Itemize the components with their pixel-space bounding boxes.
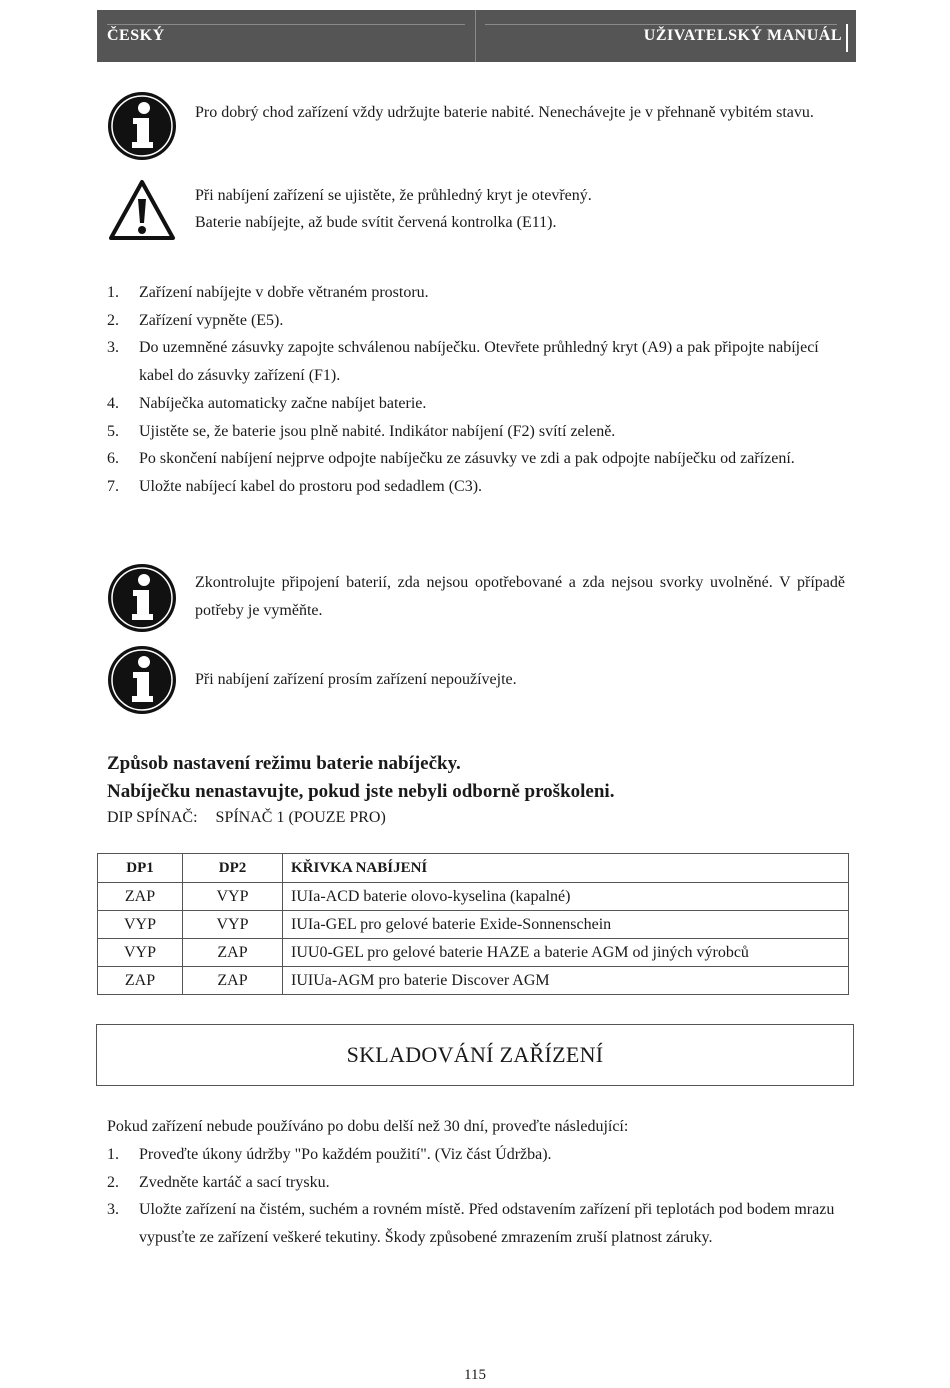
list-item — [107, 390, 847, 418]
cell-dp1: ZAP — [98, 883, 183, 911]
list-text: Nabíječka automaticky začne nabíjet baterie. — [139, 394, 427, 412]
cell-dp2: VYP — [183, 911, 283, 939]
list-item — [107, 1196, 847, 1251]
list-number: 6. — [107, 450, 119, 468]
table-row — [98, 883, 849, 911]
info-icon — [107, 91, 177, 161]
list-item — [107, 334, 847, 389]
list-number: 3. — [107, 339, 119, 357]
info-note-charged: Pro dobrý chod zařízení vždy udržujte baterie nabité. Nenechávejte je v přehnaně vybitém stavu. — [195, 104, 814, 121]
cell-dp1: ZAP — [98, 967, 183, 995]
list-number: 5. — [107, 422, 119, 440]
info-icon — [107, 645, 177, 715]
warning-note-line2: Baterie nabíjejte, až bude svítit červená kontrolka (E11). — [195, 214, 557, 231]
info-note-do-not-use: Při nabíjení zařízení prosím zařízení nepoužívejte. — [195, 671, 517, 688]
table-row — [98, 967, 849, 995]
info-note-check-batteries: Zkontrolujte připojení baterií, zda nejsou opotřebované a zda nejsou svorky uvolněné. V případě potřeby je vyměňte. — [195, 574, 845, 619]
cell-dp2: VYP — [183, 883, 283, 911]
dip-switch-line — [107, 806, 386, 830]
charger-mode-warning: Nabíječku nenastavujte, pokud jste nebyli odborně proškoleni. — [107, 781, 615, 802]
storage-intro: Pokud zařízení nebude používáno po dobu delší než 30 dní, proveďte následující: — [107, 1118, 629, 1135]
list-item — [107, 418, 847, 446]
list-item — [107, 307, 847, 335]
dip-switch-value: SPÍNAČ 1 (POUZE PRO) — [215, 809, 386, 826]
list-item — [107, 445, 847, 473]
header-rule-right — [485, 24, 837, 25]
list-number: 4. — [107, 394, 119, 412]
list-number: 2. — [107, 1173, 119, 1191]
cell-dp1: VYP — [98, 939, 183, 967]
table-row — [98, 911, 849, 939]
list-number: 2. — [107, 311, 119, 329]
warning-note-line1: Při nabíjení zařízení se ujistěte, že průhledný kryt je otevřený. — [195, 187, 592, 204]
charging-curve-table — [97, 853, 849, 995]
charger-mode-heading: Způsob nastavení režimu baterie nabíječky. — [107, 753, 461, 774]
header-end-bar — [846, 24, 848, 52]
column-header-curve: KŘIVKA NABÍJENÍ — [283, 854, 849, 883]
table-header-row — [98, 854, 849, 883]
list-text: Zařízení nabíjejte v dobře větraném prostoru. — [139, 284, 429, 301]
cell-curve: IUIa-ACD baterie olovo-kyselina (kapalné) — [283, 883, 849, 911]
list-text: Zařízení vypněte (E5). — [139, 311, 284, 329]
list-number: 3. — [107, 1201, 119, 1219]
list-text: Zvedněte kartáč a sací trysku. — [139, 1173, 330, 1191]
list-item — [107, 1141, 847, 1169]
list-text: Proveďte úkony údržby "Po každém použití". (Viz část Údržba). — [139, 1146, 552, 1163]
page-header — [97, 10, 856, 62]
list-text: Ujistěte se, že baterie jsou plně nabité. Indikátor nabíjení (F2) svítí zeleně. — [139, 422, 616, 440]
header-rule-left — [107, 24, 465, 25]
page-number: 115 — [464, 1367, 486, 1383]
cell-dp2: ZAP — [183, 967, 283, 995]
list-number: 1. — [107, 284, 119, 301]
cell-curve: IUIUa-AGM pro baterie Discover AGM — [283, 967, 849, 995]
info-icon — [107, 563, 177, 633]
dip-switch-label: DIP SPÍNAČ: — [107, 809, 198, 826]
cell-curve: IUU0-GEL pro gelové baterie HAZE a baterie AGM od jiných výrobců — [283, 939, 849, 967]
list-item — [107, 279, 847, 307]
list-text: Po skončení nabíjení nejprve odpojte nabíječku ze zásuvky ve zdi a pak odpojte nabíječku od zařízení. — [139, 450, 795, 468]
column-header-dp2: DP2 — [183, 854, 283, 883]
warning-icon — [108, 179, 176, 241]
cell-dp1: VYP — [98, 911, 183, 939]
list-text: Uložte zařízení na čistém, suchém a rovném místě. Před odstavením zařízení při teplotách pod bodem mrazu vypusťte ze zařízení veškeré tekutiny. Škody způsobené zmrazením zruší platnost záruky. — [139, 1201, 835, 1247]
list-number: 7. — [107, 477, 119, 495]
table-row — [98, 939, 849, 967]
header-language: ČESKÝ — [107, 27, 165, 44]
storage-steps-list — [107, 1141, 847, 1252]
list-item — [107, 473, 847, 501]
storage-section-title: SKLADOVÁNÍ ZAŘÍZENÍ — [96, 1024, 854, 1086]
list-number: 1. — [107, 1146, 119, 1163]
charging-steps-list — [107, 279, 847, 501]
header-manual-title: UŽIVATELSKÝ MANUÁL — [643, 27, 842, 44]
header-divider — [475, 10, 476, 62]
list-text: Do uzemněné zásuvky zapojte schválenou nabíječku. Otevřete průhledný kryt (A9) a pak připojte nabíjecí kabel do zásuvky zařízení (F1). — [139, 339, 819, 385]
list-item — [107, 1169, 847, 1197]
cell-dp2: ZAP — [183, 939, 283, 967]
cell-curve: IUIa-GEL pro gelové baterie Exide-Sonnenschein — [283, 911, 849, 939]
column-header-dp1: DP1 — [98, 854, 183, 883]
list-text: Uložte nabíjecí kabel do prostoru pod sedadlem (C3). — [139, 477, 483, 495]
